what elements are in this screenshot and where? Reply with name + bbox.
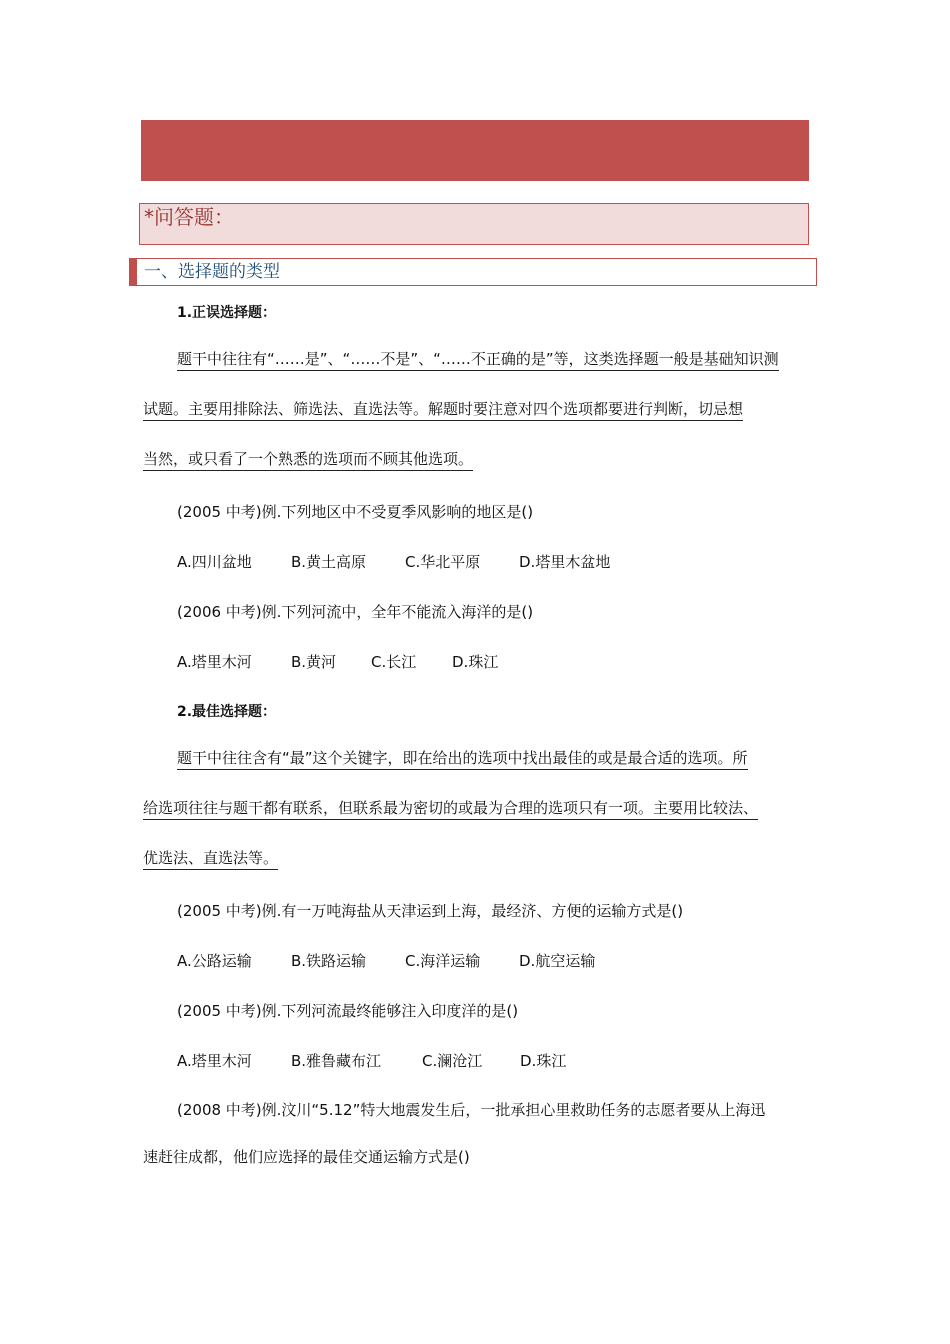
section-title: 一、选择题的类型 — [144, 262, 280, 282]
type2-q2-options — [177, 1051, 566, 1071]
option: D.珠江 — [520, 1052, 567, 1070]
option: A.塔里木河 — [177, 1052, 252, 1070]
type1-para-line2: 试题。主要用排除法、筛选法、直选法等。解题时要注意对四个选项都要进行判断，切忌想 — [143, 399, 743, 421]
option: B.黄土高原 — [291, 553, 367, 571]
option: D.航空运输 — [519, 952, 596, 970]
option: C.海洋运输 — [405, 952, 481, 970]
question-heading-box — [139, 203, 809, 245]
type2-q3-stem-line2: 速赶往成都，他们应选择的最佳交通运输方式是() — [143, 1148, 470, 1166]
type1-q1-options — [177, 552, 610, 572]
type1-q2-stem: (2006 中考)例.下列河流中，全年不能流入海洋的是() — [177, 603, 534, 621]
option: B.黄河 — [291, 653, 337, 671]
type1-para-line1: 题干中往往有“……是”、“……不是”、“……不正确的是”等，这类选择题一般是基础知识测 — [177, 349, 779, 371]
type2-q3-stem-line1: (2008 中考)例.汶川“5.12”特大地震发生后，一批承担心里救助任务的志愿者要从上海迅 — [177, 1101, 766, 1119]
type2-para-line2: 给选项往往与题干都有联系，但联系最为密切的或最为合理的选项只有一项。主要用比较法、 — [143, 798, 758, 820]
type1-q1-stem: (2005 中考)例.下列地区中不受夏季风影响的地区是() — [177, 503, 534, 521]
type2-q2-stem: (2005 中考)例.下列河流最终能够注入印度洋的是() — [177, 1002, 519, 1020]
type1-heading: 1.正误选择题： — [177, 305, 277, 321]
type2-para-line1: 题干中往往含有“最”这个关键字，即在给出的选项中找出最佳的或是最合适的选项。所 — [177, 748, 748, 770]
option: B.雅鲁藏布江 — [291, 1052, 382, 1070]
option: D.塔里木盆地 — [519, 553, 611, 571]
type2-heading: 2.最佳选择题： — [177, 704, 277, 720]
option: D.珠江 — [452, 653, 499, 671]
section-heading — [129, 258, 817, 286]
type2-q1-stem: (2005 中考)例.有一万吨海盐从天津运到上海，最经济、方便的运输方式是() — [177, 902, 684, 920]
type1-q2-options — [177, 652, 498, 672]
type1-para-line3: 当然，或只看了一个熟悉的选项而不顾其他选项。 — [143, 449, 473, 471]
option: B.铁路运输 — [291, 952, 367, 970]
question-heading: *问答题： — [144, 205, 234, 229]
option: A.公路运输 — [177, 952, 252, 970]
option: C.澜沧江 — [422, 1052, 483, 1070]
option: A.塔里木河 — [177, 653, 252, 671]
type2-para-line3: 优选法、直选法等。 — [143, 848, 278, 870]
type2-q1-options — [177, 951, 595, 971]
title-banner — [141, 120, 809, 181]
option: A.四川盆地 — [177, 553, 252, 571]
option: C.长江 — [371, 653, 417, 671]
option: C.华北平原 — [405, 553, 481, 571]
